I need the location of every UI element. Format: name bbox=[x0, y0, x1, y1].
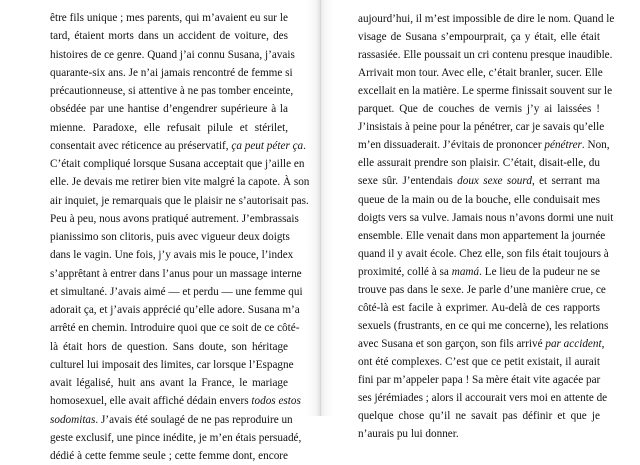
text-line: dédié à cette femme seule ; cette femme dont, encore bbox=[50, 450, 288, 462]
text-line: C’était compliqué lorsque Susana acceptait que j’aille en bbox=[50, 158, 305, 170]
text-line: quarante-six ans. Je n’ai jamais rencontré de femme si bbox=[50, 66, 293, 79]
left-page bbox=[0, 0, 318, 462]
text-line: être fils unique ; mes parents, qui m’avaient eu sur le bbox=[50, 12, 288, 24]
text-line: dans le vagin. Une fois, j’y avais mis le pouce, l’index bbox=[50, 249, 294, 262]
text-line: consentait avec réticence au préservatif, ça peut péter ça. bbox=[50, 139, 306, 152]
text-line: s’apprêtant à entrer dans l’anus pour un massage interne bbox=[50, 267, 302, 280]
text-line: rassasiée. Elle poussait un cri contenu presque inaudible. bbox=[358, 49, 613, 62]
text-line: trouve pas dans le sexe. Je parle d’une manière crue, ce bbox=[358, 283, 606, 296]
italic-text: pénétrer bbox=[544, 139, 582, 152]
text-line: là était hors de question. Sans doute, son héritage bbox=[50, 340, 288, 353]
text-line: geste exclusif, une pince inédite, je m’en étais persuadé, bbox=[50, 431, 302, 444]
text-line: doigts vers sa vulve. Jamais nous n’avons dormi une nuit bbox=[358, 211, 614, 224]
text-line: obsédée par une hantise d’engendrer supérieure à la bbox=[50, 103, 288, 116]
text-line: quand il y avait école. Chez elle, son fils était toujours à bbox=[358, 247, 609, 260]
text-line: J’insistais à peine pour la pénétrer, car je savais qu’elle bbox=[358, 121, 605, 134]
text-line: excellait en la matière. Le sperme finissait souvent sur le bbox=[358, 85, 613, 98]
text-line: sexe sûr. J’entendais doux sexe sourd, et serrant ma bbox=[358, 175, 600, 188]
text-line: arrêté en chemin. Introduire quoi que ce soit de ce côté- bbox=[50, 322, 300, 335]
italic-text: doux sexe sourd bbox=[457, 175, 532, 188]
text-line: homosexuel, elle avait affiché dédain envers todos estos bbox=[50, 395, 301, 408]
text-line: culturel lui imposait des limites, car lorsque l’Espagne bbox=[50, 358, 294, 371]
text-line: aujourd’hui, il m’est impossible de dire le nom. Quand le bbox=[358, 13, 615, 25]
italic-text: ça peut péter ça bbox=[231, 139, 304, 152]
right-page bbox=[322, 0, 640, 441]
text-line: Peu à peu, nous avons pratiqué autrement. J’embrassais bbox=[50, 212, 299, 225]
book-gutter-line bbox=[320, 0, 321, 416]
text-line: sexuels (frustrants, en ce qui me concerne), les relations bbox=[358, 319, 609, 332]
text-line: n’aurais pu lui donner. bbox=[358, 428, 459, 441]
text-line: histoires de ce genre. Quand j’ai connu Susana, j’avais bbox=[50, 48, 295, 61]
italic-text: sodomitas bbox=[50, 413, 96, 426]
text-line: m’en dissuaderait. J’évitais de prononcer pénétrer. Non, bbox=[358, 139, 610, 152]
text-line: ont été complexes. C’est que ce petit existait, il aurait bbox=[358, 355, 600, 368]
text-line: quelque chose qu’il ne savait pas définir et que je bbox=[358, 410, 600, 423]
text-line: tard, étaient morts dans un accident de voiture, des bbox=[50, 30, 288, 43]
text-line: ses jérémiades ; alors il accourait vers moi en attente de bbox=[358, 392, 608, 405]
text-line: précautionneuse, si attentive à ne pas tomber enceinte, bbox=[50, 85, 294, 97]
text-line: elle assurait prendre son plaisir. C’était, disait-elle, du bbox=[358, 157, 600, 170]
text-line: fini par m’appeler papa ! Sa mère était vite agacée par bbox=[358, 374, 601, 386]
text-line: ensemble. Elle venait dans mon appartement la journée bbox=[358, 229, 606, 242]
text-line: avec Susana et son garçon, son fils arrivé par accident, bbox=[358, 337, 605, 350]
text-line: avait légalisé, huit ans avant la France, le mariage bbox=[50, 377, 288, 389]
text-line: pianissimo son clitoris, puis avec vigueur deux doigts bbox=[50, 231, 290, 243]
italic-text: todos estos bbox=[251, 395, 301, 408]
text-line: air inquiet, je remarquais que le plaisir ne s’autorisait pas. bbox=[50, 194, 309, 207]
text-line: queue de la main ou de la bouche, elle conduisait mes bbox=[358, 193, 600, 206]
text-line: visage de Susana s’empourprait, ça y était, elle était bbox=[358, 31, 600, 44]
text-line: sodomitas. J’avais été soulagé de ne pas reproduire un bbox=[50, 413, 293, 426]
text-line: côté-là est facile à exprimer. Au-delà de ces rapports bbox=[358, 301, 600, 314]
text-line: et simultané. J’avais aimé — et perdu — une femme qui bbox=[50, 285, 303, 298]
text-line: proximité, collé à sa mamá. Le lieu de la pudeur ne se bbox=[358, 265, 600, 278]
italic-text: mamá bbox=[451, 265, 480, 278]
text-line: parquet. Que de couches de vernis j’y ai laissées ! bbox=[358, 103, 600, 116]
text-line: Arrivait mon tour. Avec elle, c’était branler, sucer. Elle bbox=[358, 67, 603, 80]
text-line: elle. Je devais me retirer bien vite malgré la capote. À son bbox=[50, 176, 310, 189]
text-line: mienne. Paradoxe, elle refusait pilule et stérilet, bbox=[50, 121, 288, 134]
italic-text: par accident bbox=[545, 337, 602, 350]
text-line: adorait ça, et j’avais apprécié qu’elle adore. Susana m’a bbox=[50, 304, 300, 316]
